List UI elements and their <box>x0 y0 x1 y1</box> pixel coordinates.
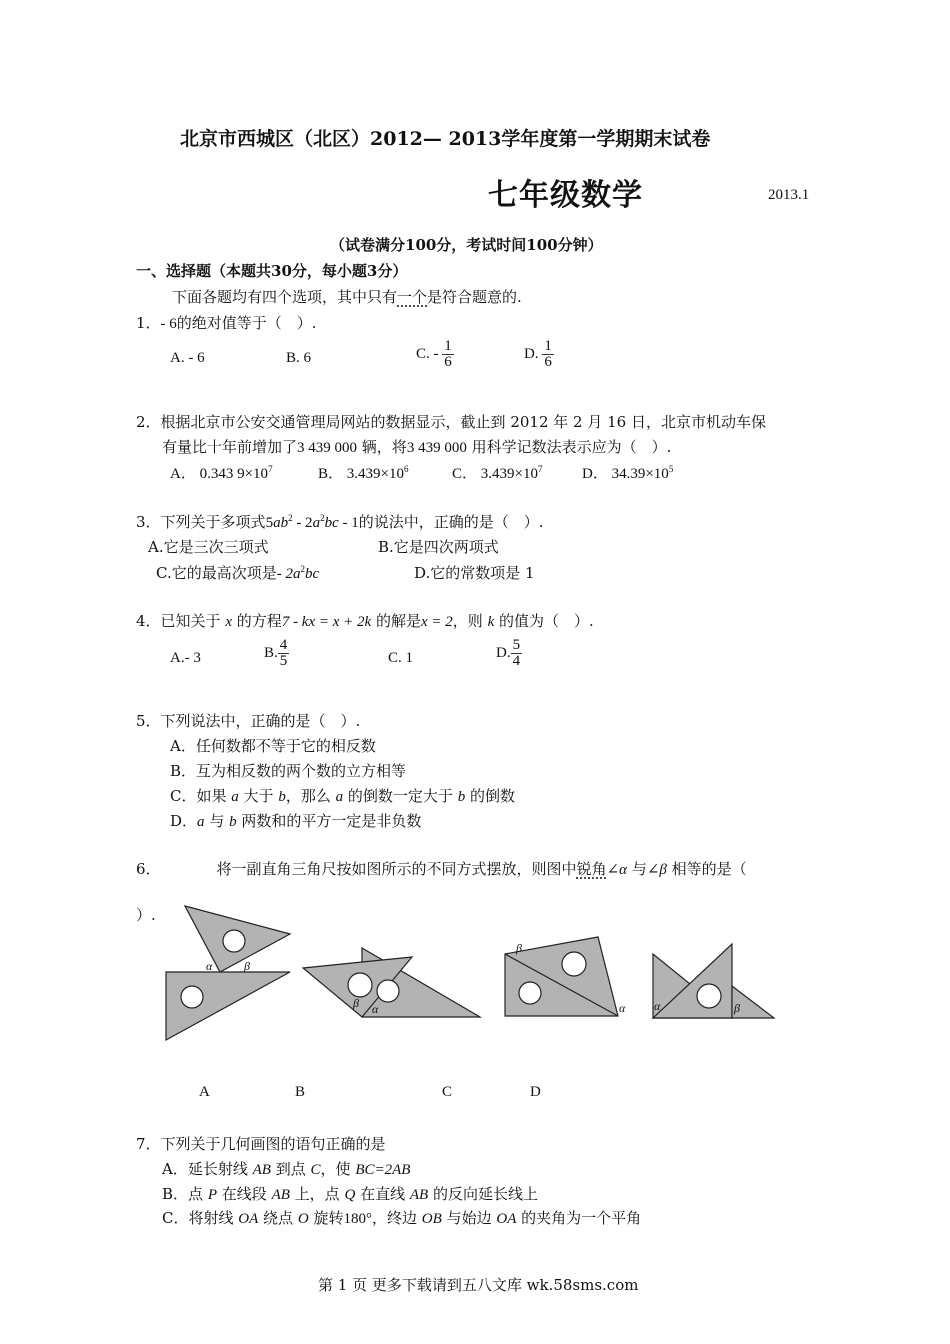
page-footer: 第 1 页 更多下载请到五八文库 wk.58sms.com <box>318 1276 639 1294</box>
q2-option-a: A． 0.343 $9\times 10^7$ <box>170 464 273 482</box>
fraction: $\frac{5}{4}$ <box>512 637 521 669</box>
triangle-figures <box>160 900 790 1050</box>
question-4: 4．已知关于 x 的方程7 - kx = x + 2k 的解是x = 2，则 k 的值为（ ）. <box>136 612 594 630</box>
figure-label-d: D <box>530 1084 541 1100</box>
exam-title: 北京市西城区（北区）2012— 2013学年度第一学期期末试卷 <box>180 128 711 150</box>
figure-c-beta: β <box>516 941 522 955</box>
q1-option-a: A. - 6 <box>170 350 205 366</box>
figure-label-c: C <box>442 1084 453 1100</box>
q4-option-c: C. 1 <box>388 650 414 666</box>
q2-option-c: C． $3.439\times 10^7$ <box>452 464 543 482</box>
figure-c-alpha: α <box>619 1001 626 1015</box>
question-6-tail: ）. <box>136 906 156 924</box>
figure-a-beta: β <box>244 959 250 973</box>
question-7: 7．下列关于几何画图的语句正确的是 <box>136 1135 386 1153</box>
question-2-line2: 有量比十年前增加了3 439 000 辆，将3 439 000 用科学记数法表示应为（ ）. <box>162 438 672 456</box>
q7-option-b: B．点 P 在线段 AB 上，点 Q 在直线 AB 的反向延长线上 <box>162 1185 539 1203</box>
figure-label-b: B <box>295 1084 306 1100</box>
figure-b-beta: β <box>353 996 359 1010</box>
question-1: 1．- 6的绝对值等于（ ）. <box>136 314 317 332</box>
q5-option-a: A．任何数都不等于它的相反数 <box>170 737 376 755</box>
q3-option-a: A.它是三次三项式 <box>148 538 269 556</box>
figure-b-alpha: α <box>372 1002 379 1016</box>
hole <box>519 982 541 1004</box>
fraction: $\frac{1}{6}$ <box>544 338 552 370</box>
fraction: $\frac{4}{5}$ <box>279 637 288 669</box>
hole <box>697 984 721 1008</box>
figure-c <box>505 937 626 1016</box>
q3-option-c: C.它的最高次项是- $2a^2bc$ <box>156 564 320 582</box>
figure-d <box>653 944 774 1018</box>
question-3: 3．下列关于多项式$5ab^2 - 2a^2bc - 1$的说法中，正确的是（ ）. <box>136 513 544 531</box>
section-heading: 一、选择题（本题共30分，每小题3分） <box>136 262 408 280</box>
figure-label-a: A <box>199 1084 210 1100</box>
section-instruction: 下面各题均有四个选项，其中只有一个是符合题意的. <box>172 288 522 306</box>
subject-title: 七年级数学 <box>488 178 643 213</box>
figure-d-alpha: α <box>654 999 661 1013</box>
q4-option-d: D. $\frac{5}{4}$ <box>496 637 521 669</box>
q7-option-c: C．将射线 OA 绕点 O 旋转180°，终边 OB 与始边 OA 的夹角为一个平角 <box>162 1209 642 1227</box>
question-2: 2．根据北京市公安交通管理局网站的数据显示，截止到 2012 年 2 月 16 日，北京市机动车保 <box>136 413 766 431</box>
q1-option-d: D. $\frac{1}{6}$ <box>524 338 552 370</box>
figure-a-lower-triangle <box>166 972 290 1040</box>
q3-option-d: D.它的常数项是 1 <box>414 564 535 582</box>
exam-info: （试卷满分100分，考试时间100分钟） <box>330 236 603 254</box>
hole <box>223 930 245 952</box>
hole <box>377 980 399 1002</box>
hole <box>181 986 203 1008</box>
figure-b <box>303 948 480 1017</box>
q2-option-b: B． $3.439\times 10^6$ <box>318 464 409 482</box>
q4-option-a: A.- 3 <box>170 650 201 666</box>
hole <box>562 952 586 976</box>
q5-option-d: D．a 与 b 两数和的平方一定是非负数 <box>170 812 422 830</box>
q1-option-c: C. - $\frac{1}{6}$ <box>416 338 452 370</box>
figure-a <box>166 906 290 1040</box>
q1-option-b: B. 6 <box>286 350 312 366</box>
q2-option-d: D． $34.39\times 10^5$ <box>582 464 674 482</box>
fraction: $\frac{1}{6}$ <box>444 338 452 370</box>
q4-option-b: B. $\frac{4}{5}$ <box>264 637 288 669</box>
q5-option-c: C．如果 a 大于 b，那么 a 的倒数一定大于 b 的倒数 <box>170 787 516 805</box>
figure-a-alpha: α <box>206 959 213 973</box>
q7-option-a: A．延长射线 AB 到点 C，使 BC=2AB <box>162 1160 411 1178</box>
polynomial: $5ab^2 - 2a^2bc - 1$ <box>265 513 359 531</box>
emphasis-one: 一个 <box>397 288 428 306</box>
exam-date: 2013.1 <box>768 187 810 203</box>
q3-option-b: B.它是四次两项式 <box>378 538 499 556</box>
hole <box>348 973 372 997</box>
emphasis-acute: 锐角 <box>576 860 607 878</box>
q5-option-b: B．互为相反数的两个数的立方相等 <box>170 762 407 780</box>
question-6: 6． 将一副直角三角尺按如图所示的不同方式摆放，则图中锐角∠α 与∠β 相等的是（ <box>136 860 747 878</box>
figure-d-beta: β <box>734 1001 740 1015</box>
question-5: 5．下列说法中，正确的是（ ）. <box>136 712 361 730</box>
